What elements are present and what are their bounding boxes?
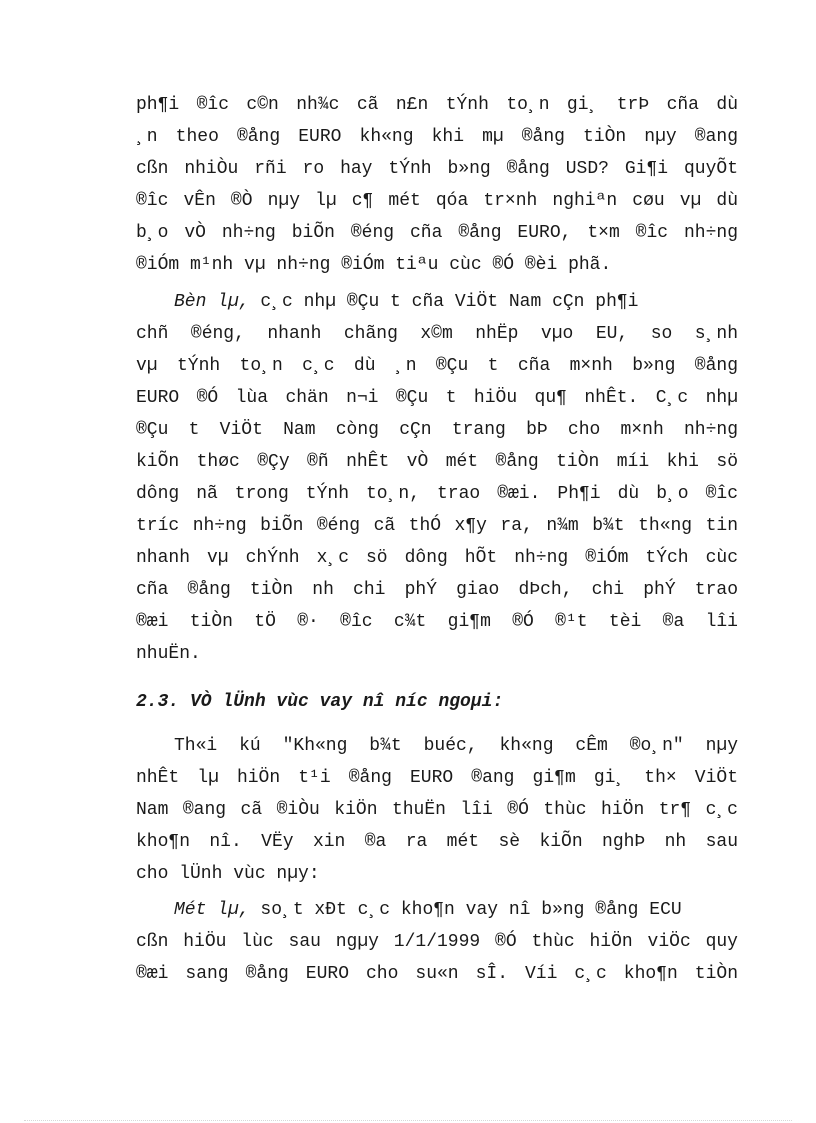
paragraph-1-line-4: ®îc vÊn ®Ò nµy lµ c¶ mét qóa tr×nh nghiªn cøu vµ dù — [136, 191, 738, 211]
page-bottom-rule — [24, 1120, 792, 1121]
paragraph-2-line-2: chñ ®éng, nhanh chãng x©m nhËp vµo EU, so s¸nh — [136, 324, 738, 344]
paragraph-2-line-1-text: c¸c nhµ ®Çu t cña ViÖt Nam cÇn ph¶i — [249, 292, 639, 312]
paragraph-2-line-8: tríc nh÷ng biÕn ®éng cã thÓ x¶y ra, n¾m b¾t th«ng tin — [136, 516, 738, 536]
paragraph-2-line-12: nhuËn. — [136, 644, 201, 664]
paragraph-2-lead: Bèn lµ, — [174, 292, 250, 312]
paragraph-2-line-5: ®Çu t ViÖt Nam còng cÇn trang bÞ cho m×nh nh÷ng — [136, 420, 738, 440]
paragraph-2-line-3: vµ tÝnh to¸n c¸c dù ¸n ®Çu t cña m×nh b»ng ®ång — [136, 356, 738, 376]
paragraph-3-line-5: cho lÜnh vùc nµy: — [136, 864, 320, 884]
paragraph-2-line-11: ®æi tiÒn tÖ ®· ®îc c¾t gi¶m ®Ó ®¹t tèi ®a lîi — [136, 612, 738, 632]
section-heading: 2.3. VÒ lÜnh vùc vay nî níc ngoµi: — [136, 692, 504, 712]
paragraph-1-line-2: ¸n theo ®ång EURO kh«ng khi mµ ®ång tiÒn nµy ®ang — [136, 127, 738, 147]
paragraph-1-line-6: ®iÓm m¹nh vµ nh÷ng ®iÓm tiªu cùc ®Ó ®èi phã. — [136, 255, 612, 275]
paragraph-3-line-4: kho¶n nî. VËy xin ®a ra mét sè kiÕn nghÞ nh sau — [136, 832, 738, 852]
paragraph-2-line-6: kiÕn thøc ®Çy ®ñ nhÊt vÒ mét ®ång tiÒn míi khi sö — [136, 452, 738, 472]
paragraph-4-line-3: ®æi sang ®ång EURO cho su«n sÎ. Víi c¸c kho¶n tiÒn — [136, 964, 738, 984]
paragraph-2-line-10: cña ®ång tiÒn nh chi phÝ giao dÞch, chi phÝ trao — [136, 580, 738, 600]
paragraph-1-line-1: ph¶i ®îc c©n nh¾c cã n£n tÝnh to¸n gi¸ trÞ cña dù — [136, 95, 738, 115]
paragraph-2-line-7: dông nã trong tÝnh to¸n, trao ®æi. Ph¶i dù b¸o ®îc — [136, 484, 738, 504]
paragraph-1-line-5: b¸o vÒ nh÷ng biÕn ®éng cña ®ång EURO, t×m ®îc nh÷ng — [136, 223, 738, 243]
paragraph-1-line-3: cßn nhiÒu rñi ro hay tÝnh b»ng ®ång USD? Gi¶i quyÕt — [136, 159, 738, 179]
paragraph-4-line-1-text: so¸t xÐt c¸c kho¶n vay nî b»ng ®ång ECU — [249, 900, 682, 920]
paragraph-4-line-1 — [174, 897, 738, 923]
paragraph-2-line-4: EURO ®Ó lùa chän n¬i ®Çu t hiÖu qu¶ nhÊt. C¸c nhµ — [136, 388, 738, 408]
paragraph-3-line-3: Nam ®ang cã ®iÒu kiÖn thuËn lîi ®Ó thùc hiÖn tr¶ c¸c — [136, 800, 738, 820]
paragraph-3-line-1: Th«i kú "Kh«ng b¾t buéc, kh«ng cÊm ®o¸n" nµy — [174, 736, 738, 756]
paragraph-2-line-1 — [174, 289, 738, 315]
paragraph-4-line-2: cßn hiÖu lùc sau ngµy 1/1/1999 ®Ó thùc hiÖn viÖc quy — [136, 932, 738, 952]
paragraph-4-lead: Mét lµ, — [174, 900, 250, 920]
paragraph-3-line-2: nhÊt lµ hiÖn t¹i ®ång EURO ®ang gi¶m gi¸ th× ViÖt — [136, 768, 738, 788]
paragraph-2-line-9: nhanh vµ chÝnh x¸c sö dông hÕt nh÷ng ®iÓm tÝch cùc — [136, 548, 738, 568]
